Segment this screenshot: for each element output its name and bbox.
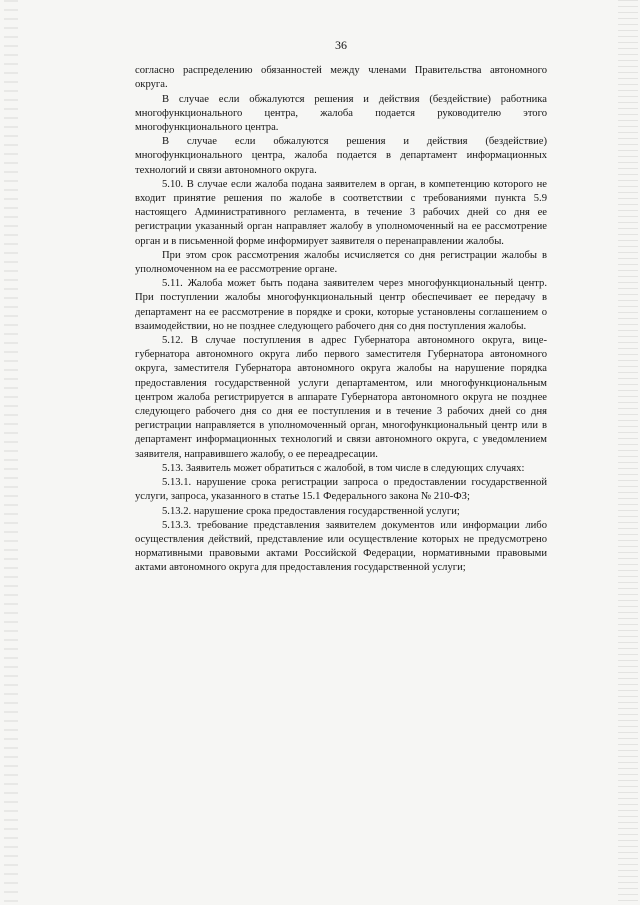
paragraph: 5.11. Жалоба может быть подана заявителем через многофункциональный центр. При поступлении жалобы многофункциональный центр обеспечивает ее передачу в департамент на ее рассмотрение в порядке и сроки, которые установлены соглашением о взаимодействии, но не позднее следующего рабочего дня со дня поступления жалобы.	[135, 278, 547, 332]
paragraph: При этом срок рассмотрения жалобы исчисляется со дня регистрации жалобы в уполномоченном на ее рассмотрение органе.	[135, 249, 547, 276]
document-page	[135, 38, 547, 576]
scan-edge-right	[618, 0, 638, 905]
paragraph: 5.13.1. нарушение срока регистрации запроса о предоставлении государственной услуги, запроса, указанного в статье 15.1 Федерального закона № 210-ФЗ;	[135, 477, 547, 503]
paragraph: 5.13. Заявитель может обратиться с жалобой, в том числе в следующих случаях:	[162, 462, 525, 474]
scan-edge-left	[4, 0, 18, 905]
paragraph: 5.13.2. нарушение срока предоставления государственной услуги;	[162, 505, 460, 517]
paragraph: согласно распределению обязанностей между членами Правительства автономного округа.	[135, 65, 547, 91]
page-number: 36	[335, 38, 347, 52]
paragraph: В случае если обжалуются решения и действия (бездействие) работника многофункционального центра, жалоба подается руководителю этого многофункционального центра.	[135, 93, 547, 134]
paragraph: В случае если обжалуются решения и действия (бездействие) многофункционального центра, жалоба подается в департамент информационных технологий и связи автономного округа.	[135, 136, 547, 176]
paragraph: 5.13.3. требование представления заявителем документов или информации либо осуществления действий, представление или осуществление которых не предусмотрено нормативными правовыми актами Российской Федерации, нормативными правовыми актами автономного округа для предоставления государственной услуги;	[135, 519, 547, 574]
paragraph: 5.12. В случае поступления в адрес Губернатора автономного округа, вице-губернатора автономного округа либо первого заместителя Губернатора автономного округа, заместителя Губернатора автономного округа жалобы на нарушение порядка предоставления государственной услуги департаментом, или многофункциональным центром жалоба регистрируется в аппарате Губернатора автономного округа не позднее следующего рабочего дня со дня ее поступления и в течение 3 рабочих дней со дня регистрации направляется в уполномоченный орган, многофункциональный центр или в департамент информационных технологий и связи автономного округа, с уведомлением заявителя, направившего жалобу, о ее переадресации.	[135, 335, 547, 460]
paragraph: 5.10. В случае если жалоба подана заявителем в орган, в компетенцию которого не входит принятие решения по жалобе в соответствии с требованиями пункта 5.9 настоящего Административного регламента, в течение 3 рабочих дней со дня ее регистрации указанный орган направляет жалобу в уполномоченный на ее рассмотрение орган и в письменной форме информирует заявителя о перенаправлении жалобы.	[135, 178, 547, 247]
